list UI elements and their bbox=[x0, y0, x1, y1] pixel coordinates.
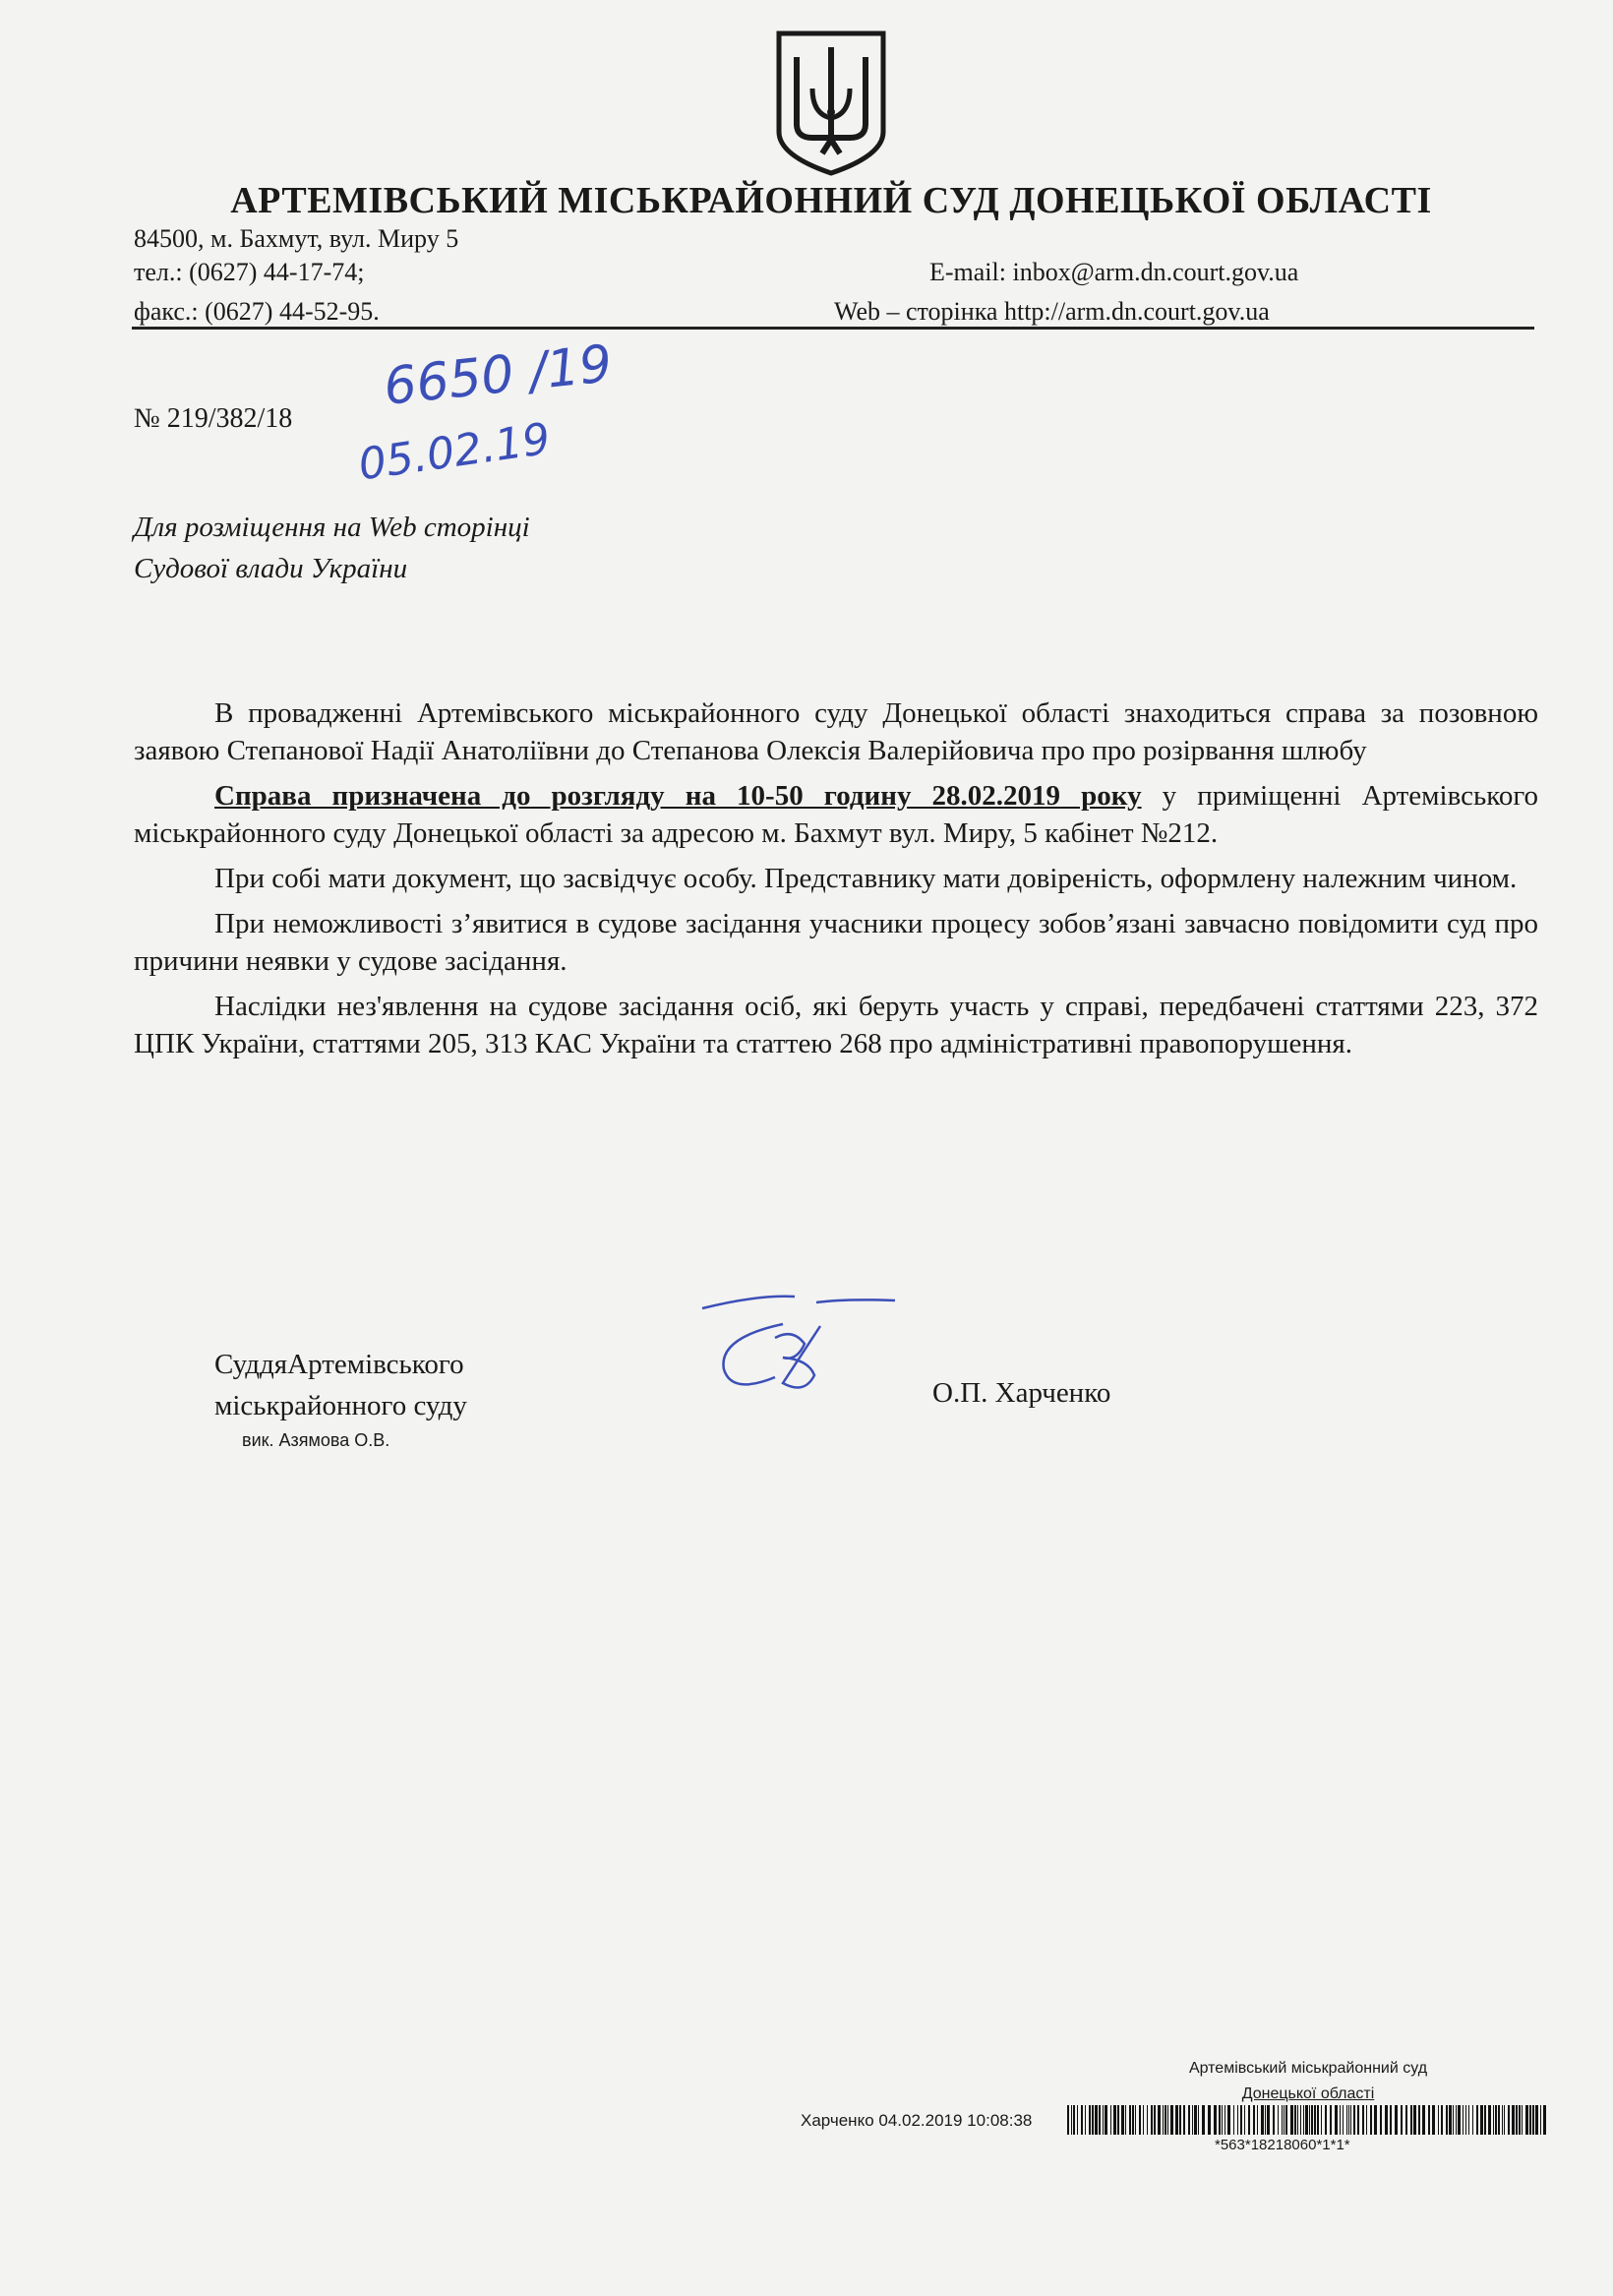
barcode-bar bbox=[1493, 2105, 1494, 2135]
body-paragraph-consequences: Наслідки нез'явлення на судове засідання осіб, які беруть участь у справі, передбачені статтями 223, 372 ЦПК України, статтями 205, 313 КАС України та статтею 268 про адміністративні правопорушення. bbox=[134, 991, 1538, 1059]
barcode-bar bbox=[1380, 2105, 1382, 2135]
stamp-signed-by: Харченко 04.02.2019 10:08:38 bbox=[801, 2111, 1033, 2130]
handwritten-registration-date: 05.02.19 bbox=[355, 413, 554, 491]
barcode-bar bbox=[1502, 2105, 1503, 2135]
barcode-bar bbox=[1248, 2105, 1250, 2135]
barcode-bar bbox=[1257, 2105, 1258, 2135]
barcode-bar bbox=[1294, 2105, 1296, 2135]
body-paragraph-absence: При неможливості з’явитися в судове засідання учасники процесу зобов’язані завчасно повідомити суд про причини неявки у судове засідання. bbox=[134, 908, 1538, 977]
signer-name: О.П. Харченко bbox=[932, 1377, 1111, 1409]
barcode-bar bbox=[1129, 2105, 1131, 2135]
barcode-bar bbox=[1192, 2105, 1193, 2135]
barcode-bar bbox=[1522, 2105, 1523, 2135]
barcode-bar bbox=[1476, 2105, 1478, 2135]
barcode-bar bbox=[1343, 2105, 1344, 2135]
document-barcode bbox=[1067, 2105, 1549, 2135]
barcode-bar bbox=[1219, 2105, 1221, 2135]
barcode-bar bbox=[1350, 2105, 1351, 2135]
barcode-bar bbox=[1348, 2105, 1349, 2135]
barcode-bar bbox=[1237, 2105, 1238, 2135]
barcode-bar bbox=[1346, 2105, 1347, 2135]
barcode-bar bbox=[1335, 2105, 1338, 2135]
barcode-bar bbox=[1357, 2105, 1359, 2135]
barcode-bar bbox=[1092, 2105, 1094, 2135]
barcode-bar bbox=[1208, 2105, 1211, 2135]
handwritten-registration-number: 6650 /19 bbox=[381, 334, 616, 417]
barcode-bar bbox=[1202, 2105, 1205, 2135]
barcode-bar bbox=[1488, 2105, 1491, 2135]
stamp-court-name bbox=[1131, 2056, 1485, 2107]
barcode-bar bbox=[1317, 2105, 1319, 2135]
barcode-bar bbox=[1095, 2105, 1098, 2135]
barcode-bar bbox=[1194, 2105, 1197, 2135]
barcode-bar bbox=[1117, 2105, 1119, 2135]
barcode-bar bbox=[1188, 2105, 1190, 2135]
barcode-bar bbox=[1529, 2105, 1531, 2135]
barcode-bar bbox=[1449, 2105, 1452, 2135]
barcode-bar bbox=[1244, 2105, 1245, 2135]
barcode-bar bbox=[1484, 2105, 1486, 2135]
barcode-bar bbox=[1151, 2105, 1153, 2135]
body-paragraph-hearing bbox=[134, 777, 1538, 852]
court-phone: тел.: (0627) 44-17-74; bbox=[134, 258, 365, 286]
barcode-bar bbox=[1183, 2105, 1185, 2135]
executor-name: вик. Азямова О.В. bbox=[242, 1430, 390, 1450]
barcode-bar bbox=[1099, 2105, 1101, 2135]
barcode-bar bbox=[1410, 2105, 1412, 2135]
barcode-bar bbox=[1305, 2105, 1308, 2135]
court-web: Web – сторінка http://arm.dn.court.gov.ua bbox=[834, 297, 1270, 326]
barcode-bar bbox=[1227, 2105, 1230, 2135]
stamp-court-line2: Донецької області bbox=[1241, 2085, 1375, 2102]
barcode-bar bbox=[1362, 2105, 1364, 2135]
barcode-bar bbox=[1330, 2105, 1332, 2135]
signer-title bbox=[214, 1344, 467, 1426]
barcode-bar bbox=[1267, 2105, 1270, 2135]
barcode-bar bbox=[1085, 2105, 1086, 2135]
barcode-bar bbox=[1253, 2105, 1255, 2135]
stamp-court-line1: Артемівський міськрайонний суд bbox=[1188, 2060, 1428, 2077]
barcode-bar bbox=[1480, 2105, 1483, 2135]
barcode-bar bbox=[1073, 2105, 1075, 2135]
placement-note-line1: Для розміщення на Web сторінці bbox=[134, 512, 530, 543]
barcode-text: *563*18218060*1*1* bbox=[1215, 2137, 1350, 2153]
barcode-bar bbox=[1300, 2105, 1301, 2135]
barcode-bar bbox=[1370, 2105, 1372, 2135]
barcode-bar bbox=[1543, 2105, 1546, 2135]
barcode-bar bbox=[1143, 2105, 1144, 2135]
placement-note bbox=[134, 507, 530, 589]
barcode-bar bbox=[1441, 2105, 1443, 2135]
barcode-bar bbox=[1525, 2105, 1528, 2135]
court-email: E-mail: inbox@arm.dn.court.gov.ua bbox=[929, 258, 1299, 286]
barcode-bar bbox=[1278, 2105, 1279, 2135]
body-paragraph-case: В провадженні Артемівського міськрайонного суду Донецької області знаходиться справа за позовною заявою Степанової Надії Анатоліївни до Степанова Олексія Валерійовича про про розірвання шлюбу bbox=[134, 697, 1538, 766]
barcode-bar bbox=[1495, 2105, 1497, 2135]
barcode-bar bbox=[1261, 2105, 1264, 2135]
barcode-bar bbox=[1321, 2105, 1322, 2135]
barcode-bar bbox=[1325, 2105, 1327, 2135]
court-address: 84500, м. Бахмут, вул. Миру 5 bbox=[134, 224, 459, 253]
barcode-bar bbox=[1290, 2105, 1293, 2135]
barcode-bar bbox=[1077, 2105, 1078, 2135]
barcode-bar bbox=[1465, 2105, 1466, 2135]
barcode-bar bbox=[1540, 2105, 1541, 2135]
barcode-bar bbox=[1105, 2105, 1107, 2135]
barcode-bar bbox=[1158, 2105, 1161, 2135]
barcode-bar bbox=[1390, 2105, 1392, 2135]
header-divider bbox=[132, 327, 1534, 330]
barcode-bar bbox=[1401, 2105, 1403, 2135]
barcode-bar bbox=[1413, 2105, 1416, 2135]
barcode-bar bbox=[1179, 2105, 1181, 2135]
barcode-bar bbox=[1498, 2105, 1500, 2135]
hearing-date-emphasis: Справа призначена до розгляду на 10-50 годину 28.02.2019 року bbox=[214, 780, 1142, 812]
barcode-bar bbox=[1385, 2105, 1388, 2135]
barcode-bar bbox=[1175, 2105, 1178, 2135]
barcode-bar bbox=[1353, 2105, 1355, 2135]
signer-title-line1: СуддяАртемівського bbox=[214, 1349, 464, 1380]
barcode-bar bbox=[1303, 2105, 1304, 2135]
barcode-bar bbox=[1165, 2105, 1166, 2135]
barcode-bar bbox=[1154, 2105, 1156, 2135]
barcode-bar bbox=[1147, 2105, 1148, 2135]
barcode-bar bbox=[1446, 2105, 1448, 2135]
barcode-bar bbox=[1374, 2105, 1377, 2135]
barcode-bar bbox=[1240, 2105, 1242, 2135]
barcode-bar bbox=[1081, 2105, 1083, 2135]
barcode-bar bbox=[1132, 2105, 1134, 2135]
barcode-bar bbox=[1170, 2105, 1173, 2135]
barcode-bar bbox=[1504, 2105, 1505, 2135]
barcode-bar bbox=[1456, 2105, 1457, 2135]
barcode-bar bbox=[1314, 2105, 1316, 2135]
barcode-bar bbox=[1139, 2105, 1141, 2135]
barcode-bar bbox=[1516, 2105, 1518, 2135]
barcode-bar bbox=[1519, 2105, 1521, 2135]
body-paragraph-documents: При собі мати документ, що засвідчує особу. Представнику мати довіреність, оформлену належним чином. bbox=[214, 863, 1518, 894]
barcode-bar bbox=[1311, 2105, 1313, 2135]
barcode-bar bbox=[1214, 2105, 1217, 2135]
barcode-bar bbox=[1472, 2105, 1473, 2135]
letter-body bbox=[134, 695, 1538, 1070]
barcode-bar bbox=[1163, 2105, 1164, 2135]
placement-note-line2: Судової влади України bbox=[134, 553, 408, 584]
barcode-bar bbox=[1422, 2105, 1425, 2135]
barcode-bar bbox=[1297, 2105, 1298, 2135]
barcode-bar bbox=[1233, 2105, 1234, 2135]
barcode-bar bbox=[1089, 2105, 1091, 2135]
signer-title-line2: міськрайонного суду bbox=[214, 1390, 467, 1421]
trident-coat-of-arms-icon bbox=[773, 30, 889, 177]
barcode-bar bbox=[1273, 2105, 1275, 2135]
barcode-bar bbox=[1113, 2105, 1116, 2135]
barcode-bar bbox=[1340, 2105, 1341, 2135]
barcode-bar bbox=[1103, 2105, 1104, 2135]
barcode-bar bbox=[1071, 2105, 1072, 2135]
barcode-bar bbox=[1395, 2105, 1398, 2135]
barcode-bar bbox=[1512, 2105, 1515, 2135]
barcode-bar bbox=[1282, 2105, 1283, 2135]
barcode-bar bbox=[1418, 2105, 1420, 2135]
barcode-bar bbox=[1428, 2105, 1430, 2135]
barcode-bar bbox=[1508, 2105, 1510, 2135]
barcode-bar bbox=[1222, 2105, 1223, 2135]
barcode-bar bbox=[1405, 2105, 1407, 2135]
barcode-bar bbox=[1135, 2105, 1136, 2135]
barcode-bar bbox=[1463, 2105, 1464, 2135]
barcode-bar bbox=[1458, 2105, 1461, 2135]
barcode-bar bbox=[1453, 2105, 1454, 2135]
barcode-bar bbox=[1535, 2105, 1538, 2135]
case-reference-number: № 219/382/18 bbox=[134, 403, 293, 434]
court-fax: факс.: (0627) 44-52-95. bbox=[134, 297, 380, 326]
barcode-bar bbox=[1067, 2105, 1069, 2135]
barcode-bar bbox=[1468, 2105, 1469, 2135]
barcode-bar bbox=[1285, 2105, 1287, 2135]
barcode-bar bbox=[1198, 2105, 1199, 2135]
hearing-location: у приміщенні Артемівського міськрайонного суду Донецької області за адресою м. Бахмут вул. Миру, 5 кабінет №212. bbox=[134, 780, 1538, 849]
barcode-bar bbox=[1121, 2105, 1124, 2135]
barcode-bar bbox=[1432, 2105, 1435, 2135]
handwritten-signature bbox=[698, 1279, 905, 1407]
barcode-bar bbox=[1366, 2105, 1367, 2135]
barcode-bar bbox=[1309, 2105, 1310, 2135]
barcode-bar bbox=[1167, 2105, 1168, 2135]
barcode-bar bbox=[1265, 2105, 1266, 2135]
barcode-bar bbox=[1125, 2105, 1126, 2135]
barcode-bar bbox=[1110, 2105, 1111, 2135]
barcode-bar bbox=[1438, 2105, 1439, 2135]
court-name: АРТЕМІВСЬКИЙ МІСЬКРАЙОННИЙ СУД ДОНЕЦЬКОЇ ОБЛАСТІ bbox=[230, 180, 1432, 221]
barcode-bar bbox=[1532, 2105, 1534, 2135]
